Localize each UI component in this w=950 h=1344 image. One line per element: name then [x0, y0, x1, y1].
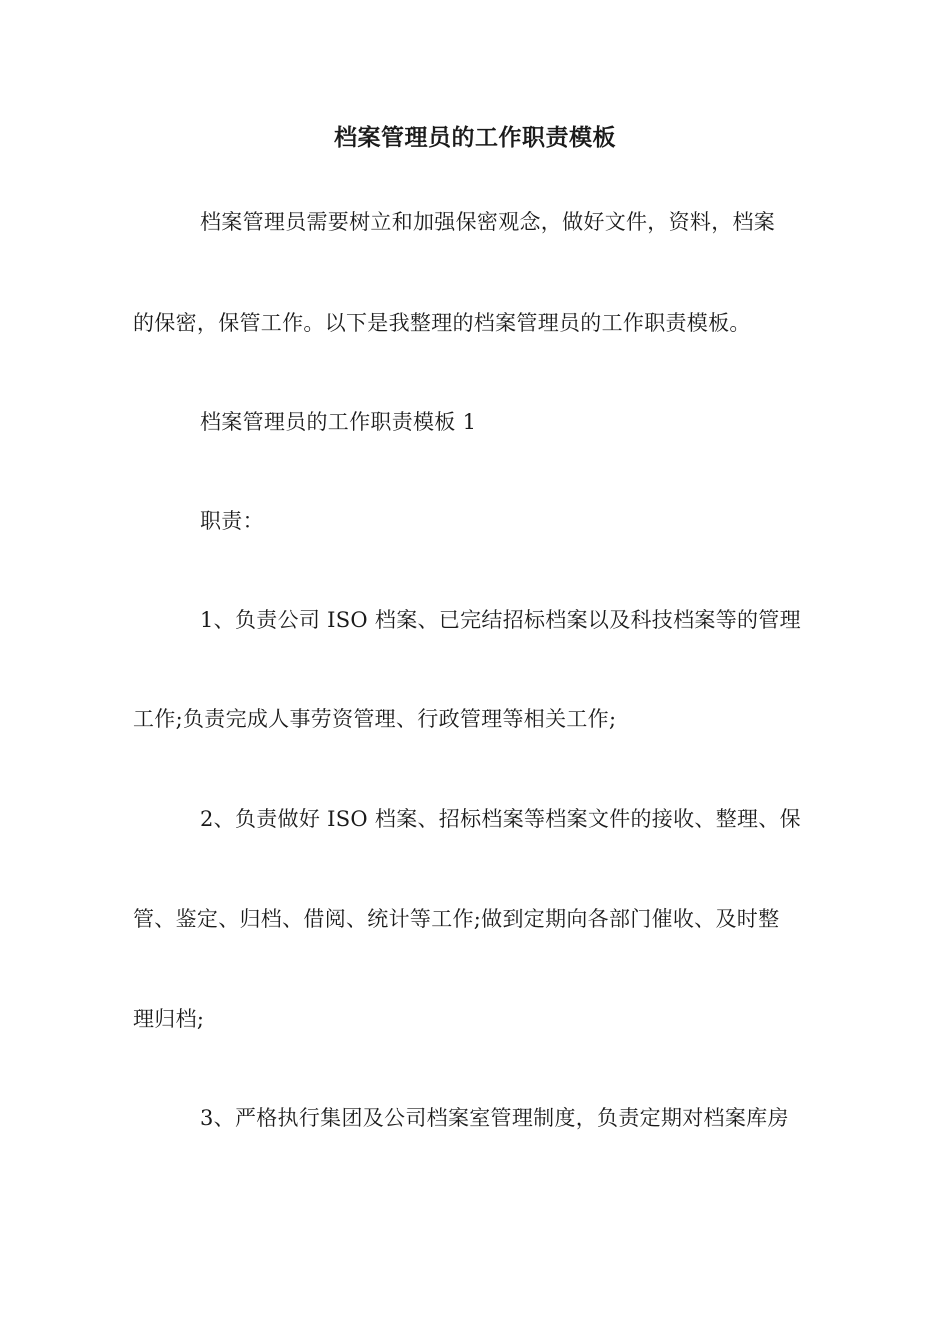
paragraph-line: 管、鉴定、归档、借阅、统计等工作;做到定期向各部门催收、及时整 [133, 907, 780, 931]
section-heading: 档案管理员的工作职责模板 1 [200, 410, 477, 434]
paragraph-line: 理归档; [133, 1007, 205, 1031]
paragraph-line: 档案管理员需要树立和加强保密观念，做好文件，资料，档案 [200, 210, 776, 234]
document-title: 档案管理员的工作职责模板 [334, 125, 616, 151]
paragraph-line: 3、严格执行集团及公司档案室管理制度，负责定期对档案库房 [200, 1106, 789, 1130]
paragraph-line: 的保密，保管工作。以下是我整理的档案管理员的工作职责模板。 [133, 311, 751, 335]
paragraph-line: 工作;负责完成人事劳资管理、行政管理等相关工作; [133, 707, 617, 731]
paragraph-line: 1、负责公司 ISO 档案、已完结招标档案以及科技档案等的管理 [200, 608, 801, 632]
section-label: 职责： [200, 509, 264, 533]
paragraph-line: 2、负责做好 ISO 档案、招标档案等档案文件的接收、整理、保 [200, 807, 801, 831]
